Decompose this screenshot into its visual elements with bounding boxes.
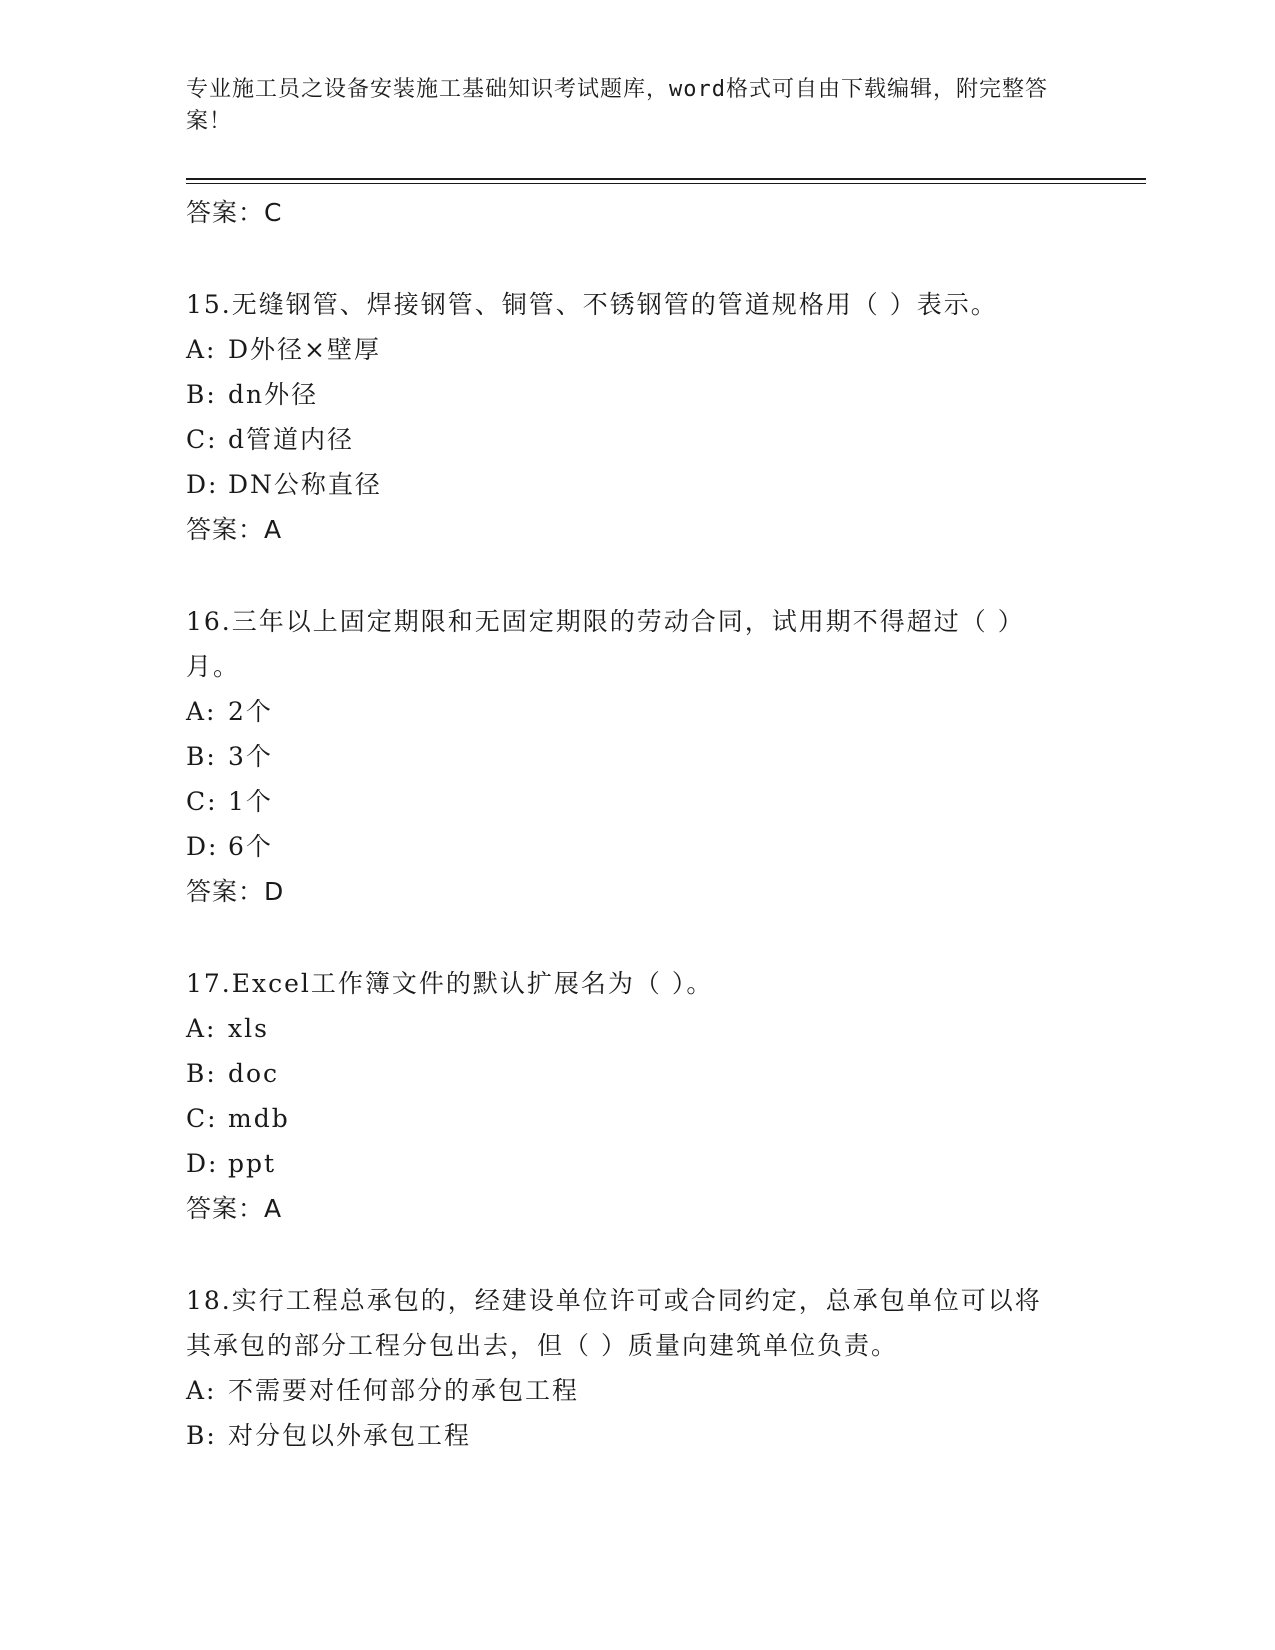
option-d xyxy=(186,824,1066,869)
answer-line: 答案：D xyxy=(186,877,285,906)
option-text: D外径×壁厚 xyxy=(228,335,381,364)
option-d xyxy=(186,1141,1066,1186)
option-text: 1个 xyxy=(228,787,273,816)
question-list xyxy=(186,190,1066,1458)
option-a xyxy=(186,689,1066,734)
option-letter: B: xyxy=(186,1421,217,1450)
answer-line: 答案：A xyxy=(186,515,283,544)
option-letter: A: xyxy=(186,1376,217,1405)
spacer xyxy=(186,552,1066,599)
option-text: DN公称直径 xyxy=(228,470,382,499)
question-text: 16.三年以上固定期限和无固定期限的劳动合同，试用期不得超过（ ）月。 xyxy=(186,607,1025,681)
option-text: mdb xyxy=(228,1104,290,1133)
option-letter: C: xyxy=(186,1104,218,1133)
option-b xyxy=(186,734,1066,779)
option-text: ppt xyxy=(228,1149,277,1178)
option-c xyxy=(186,1096,1066,1141)
option-text: xls xyxy=(228,1014,269,1043)
answer-line: 答案：C xyxy=(186,198,283,227)
question-block xyxy=(186,961,1066,1231)
option-a xyxy=(186,327,1066,372)
option-letter: D: xyxy=(186,832,219,861)
question-block xyxy=(186,1278,1066,1458)
question-text: 18.实行工程总承包的，经建设单位许可或合同约定，总承包单位可以将其承包的部分工程分包出去，但（ ）质量向建筑单位负责。 xyxy=(186,1286,1042,1360)
option-letter: D: xyxy=(186,470,219,499)
spacer xyxy=(186,1231,1066,1278)
spacer xyxy=(186,914,1066,961)
question-text: 15.无缝钢管、焊接钢管、铜管、不锈钢管的管道规格用（ ）表示。 xyxy=(186,290,998,319)
option-letter: C: xyxy=(186,425,218,454)
option-letter: C: xyxy=(186,787,218,816)
option-b xyxy=(186,1413,1066,1458)
option-letter: B: xyxy=(186,742,217,771)
option-letter: B: xyxy=(186,380,217,409)
option-b xyxy=(186,372,1066,417)
option-letter: A: xyxy=(186,1014,217,1043)
option-text: 6个 xyxy=(228,832,273,861)
option-text: 2个 xyxy=(228,697,273,726)
option-d xyxy=(186,462,1066,507)
question-block xyxy=(186,282,1066,552)
option-letter: A: xyxy=(186,697,217,726)
option-text: 不需要对任何部分的承包工程 xyxy=(228,1376,580,1405)
question-text: 17.Excel工作簿文件的默认扩展名为（ ）。 xyxy=(186,969,714,998)
header-divider xyxy=(186,178,1146,184)
option-letter: A: xyxy=(186,335,217,364)
option-a xyxy=(186,1368,1066,1413)
option-text: 对分包以外承包工程 xyxy=(228,1421,472,1450)
option-text: doc xyxy=(228,1059,280,1088)
option-text: dn外径 xyxy=(228,380,319,409)
option-b xyxy=(186,1051,1066,1096)
option-c xyxy=(186,417,1066,462)
option-c xyxy=(186,779,1066,824)
option-letter: B: xyxy=(186,1059,217,1088)
option-text: 3个 xyxy=(228,742,273,771)
option-text: d管道内径 xyxy=(228,425,355,454)
option-a xyxy=(186,1006,1066,1051)
question-block xyxy=(186,599,1066,914)
answer-line: 答案：A xyxy=(186,1194,283,1223)
document-header: 专业施工员之设备安装施工基础知识考试题库，word格式可自由下载编辑，附完整答案！ xyxy=(186,77,1048,134)
spacer xyxy=(186,235,1066,282)
option-letter: D: xyxy=(186,1149,219,1178)
